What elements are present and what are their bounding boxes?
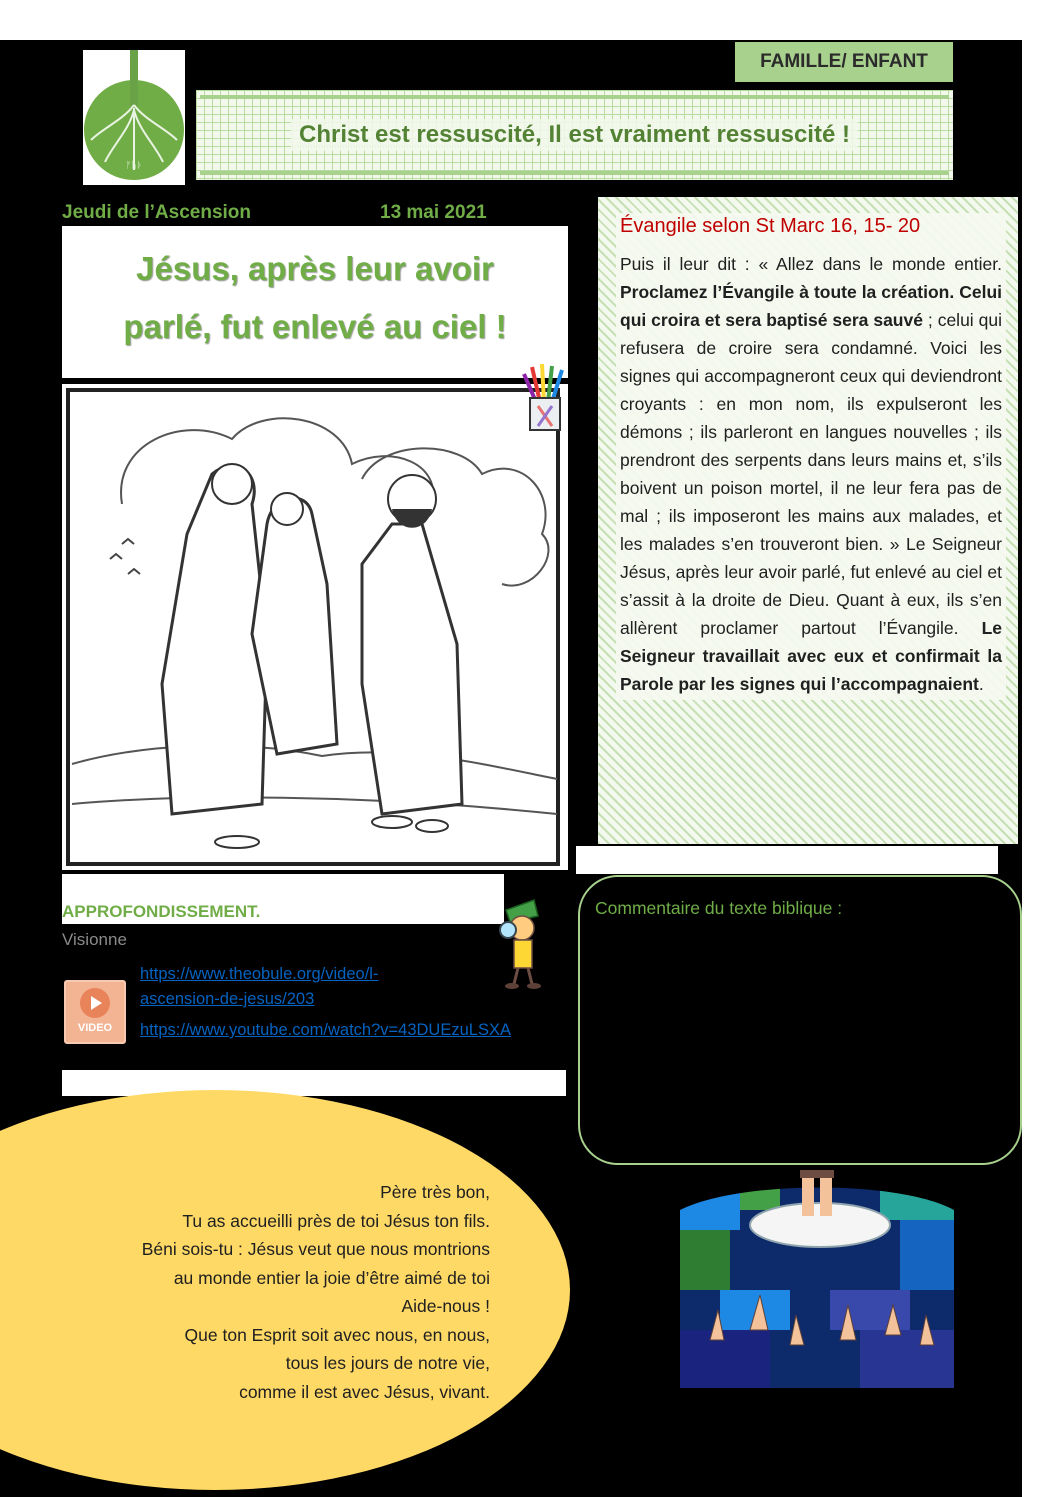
prayer-line: tous les jours de notre vie, [285,1353,490,1373]
gospel-text-bold: Proclamez l’Évangile à toute la création. Celui qui croira et sera baptisé sera sauvé [620,282,1002,330]
video-label: VIDEO [77,1022,113,1034]
white-strip [62,1070,566,1096]
prayer-line: Aide-nous ! [401,1296,490,1316]
play-triangle-icon [91,996,102,1010]
youtube-link[interactable]: https://www.youtube.com/watch?v=43DUEzuLSXA [140,1021,511,1039]
gospel-heading: Évangile selon St Marc 16, 15- 20 [620,215,921,237]
ascension-stained-glass [680,1170,954,1388]
header-banner [196,90,953,180]
video-links [140,962,560,1043]
prayer-line: comme il est avec Jésus, vivant. [239,1381,490,1402]
feast-date: 13 mai 2021 [380,202,487,223]
gospel-text [620,250,1002,698]
banner-title: Christ est ressuscité, Il est vraiment ressuscité ! [291,119,858,151]
coloring-illustration [62,384,568,870]
feast-day: Jeudi de l’Ascension [62,202,251,223]
banner-bottom-bar [200,171,949,175]
prayer-line: au monde entier la joie d’être aimé de toi [173,1267,490,1288]
main-title-line1: Jésus, après leur avoir [136,250,494,287]
theobule-link-line2[interactable]: ascension-de-jesus/203 [140,990,315,1008]
commentary-label: Commentaire du texte biblique : [595,898,843,918]
gospel-text-part: . [978,674,984,694]
prayer-line: Père très bon, [380,1182,490,1202]
tree-roots-logo [83,50,185,185]
main-title-line2: parlé, fut enlevé au ciel ! [123,308,507,345]
gospel-text-part: ; celui qui refusera de croire sera condamné. Voici les signes qui accompagneront ceux qui deviendront croyants : en mon nom, ils expulseront les démons ; ils parleront en langues nouvelles ; ils prendront des serpents dans leurs mains et, s’ils boivent un poison mortel, il ne leur fera pas de mal ; ils imposeront les mains aux malades, et les malades s’en trouveront bien. » Le Seigneur Jésus, après leur avoir parlé, fut enlevé au ciel et s’assit à la droite de Dieu. Quant à eux, ils s’en allèrent proclamer partout l’Évangile. [620,310,1002,638]
banner-top-bar [200,95,949,99]
gospel-panel [598,197,1018,844]
white-strip [576,846,998,874]
prayer-line: Béni sois-tu : Jésus veut que nous montrions [141,1239,490,1259]
colored-pencils-icon [520,362,570,432]
prayer-line: Tu as accueilli près de toi Jésus ton fils. [182,1210,490,1231]
svg-text:ᚠᚢᚦ: ᚠᚢᚦ [125,160,143,170]
theobule-link-line1[interactable]: https://www.theobule.org/video/l- [140,965,379,983]
gospel-text-bold: Le Seigneur travaillait avec eux et confirmait la Parole par les signes qui l’accompagnaient [620,618,1002,694]
prayer-line: Que ton Esprit soit avec nous, en nous, [184,1324,490,1345]
main-title-box [62,226,568,378]
prayer-text [60,1178,490,1406]
section-heading: APPROFONDISSEMENT. [62,902,261,921]
gospel-content [616,213,1006,700]
page-background [0,40,1022,1497]
category-tag: FAMILLE/ ENFANT [735,42,953,82]
section-subheading: Visionne [62,930,127,949]
video-play-icon[interactable] [64,980,126,1044]
gospel-text-part: Puis il leur dit : « Allez dans le monde entier. [620,254,1002,274]
